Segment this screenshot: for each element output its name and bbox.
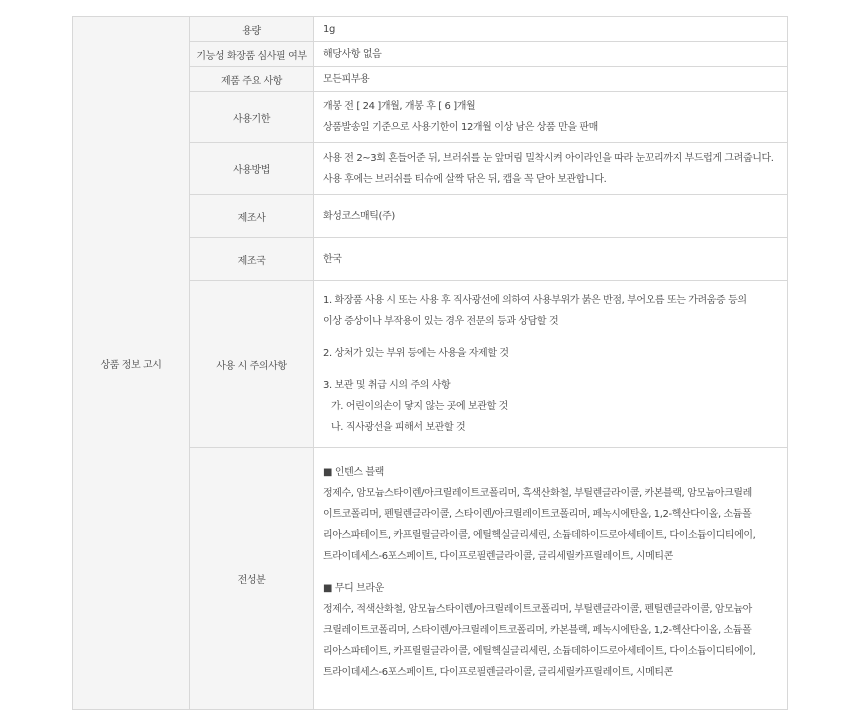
row-value-ingredients: [314, 448, 788, 710]
product-2-title: ■ 무디 브라운: [323, 583, 384, 594]
product-1-line-1: 정제수, 암모늄스타이렌/아크릴레이트코폴리머, 흑색산화철, 부틸렌글라이콜, 카본블랙, 암모늄아크릴레: [323, 488, 752, 499]
usage-line-1: 사용 전 2~3회 흔들어준 뒤, 브러쉬를 눈 앞머림 밀착시켜 아이라인을 따라 눈꼬리까지 부드럽게 그려줍니다.: [323, 152, 774, 164]
product-2-line-4: 트라이데세스-6포스페이트, 다이프로필렌글라이콜, 글리세릴카프릴레이트, 시메티콘: [323, 667, 673, 678]
row-value-capacity: 1g: [314, 17, 788, 42]
product-1-line-3: 리아스파테이트, 카프릴릴글라이콜, 에틸헥실글리세린, 소듐데하이드로아세테이트, 다이소듐이디티에이,: [323, 530, 756, 541]
row-label-country: 제조국: [190, 238, 314, 281]
product-2-line-1: 정제수, 적색산화철, 암모늄스타이렌/아크릴레이트코폴리머, 부틸렌글라이콜, 펜틸렌글라이콜, 암모늄아: [323, 604, 752, 615]
row-value-usage: [314, 143, 788, 195]
caution-3b: 나. 직사광선을 피해서 보관할 것: [331, 422, 466, 433]
row-value-country: 한국: [314, 238, 788, 281]
section-title: 상품 정보 고시: [73, 17, 190, 710]
usage-line-2: 사용 후에는 브러쉬를 티슈에 살짝 닦은 뒤, 캡을 꼭 닫아 보관합니다.: [323, 173, 607, 185]
row-label-ingredients: 전성분: [190, 448, 314, 710]
row-label-expiry: 사용기한: [190, 92, 314, 143]
caution-3: 3. 보관 및 취급 시의 주의 사항: [323, 380, 451, 391]
row-value-cautions: [314, 281, 788, 448]
expiry-line-2: 상품발송일 기준으로 사용기한이 12개월 이상 남은 상품 만을 판매: [323, 122, 598, 133]
row-label-usage: 사용방법: [190, 143, 314, 195]
row-label-cautions: 사용 시 주의사항: [190, 281, 314, 448]
caution-3a: 가. 어린이의손이 닿지 않는 곳에 보관할 것: [331, 401, 508, 412]
product-2-line-2: 크릴레이트코폴리머, 스타이렌/아크릴레이트코폴리머, 카본블랙, 페녹시에탄올, 1,2-헥산다이올, 소듐폴: [323, 625, 752, 636]
row-value-manufacturer: 화성코스매틱(주): [314, 195, 788, 238]
product-info-table: [72, 16, 788, 710]
caution-1-line-1: 1. 화장품 사용 시 또는 사용 후 직사광선에 의하여 사용부위가 붉은 반점, 부어오름 또는 가려움증 등의: [323, 295, 747, 306]
row-label-manufacturer: 제조사: [190, 195, 314, 238]
product-1-line-2: 이트코폴리머, 펜틸렌글라이콜, 스타이렌/아크릴레이트코폴리머, 페녹시에탄올, 1,2-헥산다이올, 소듐폴: [323, 509, 752, 520]
product-2-line-3: 리아스파테이트, 카프릴릴글라이콜, 에틸헥실글리세린, 소듐데하이드로아세테이트, 다이소듐이디티에이,: [323, 646, 756, 657]
product-1-line-4: 트라이데세스-6포스페이트, 다이프로필렌글라이콜, 글리세릴카프릴레이트, 시메티콘: [323, 551, 673, 562]
product-1-title: ■ 인텐스 블랙: [323, 467, 384, 478]
row-value-functional-review: 해당사항 없음: [314, 42, 788, 67]
row-label-main-info: 제품 주요 사항: [190, 67, 314, 92]
caution-1-line-2: 이상 증상이나 부작용이 있는 경우 전문의 등과 상담할 것: [323, 316, 559, 327]
row-value-expiry: [314, 92, 788, 143]
row-label-functional-review: 기능성 화장품 심사필 여부: [190, 42, 314, 67]
row-label-capacity: 용량: [190, 17, 314, 42]
expiry-line-1: 개봉 전 [ 24 ]개월, 개봉 후 [ 6 ]개월: [323, 101, 476, 112]
row-value-main-info: 모든피부용: [314, 67, 788, 92]
caution-2: 2. 상처가 있는 부위 등에는 사용을 자제할 것: [323, 348, 509, 359]
